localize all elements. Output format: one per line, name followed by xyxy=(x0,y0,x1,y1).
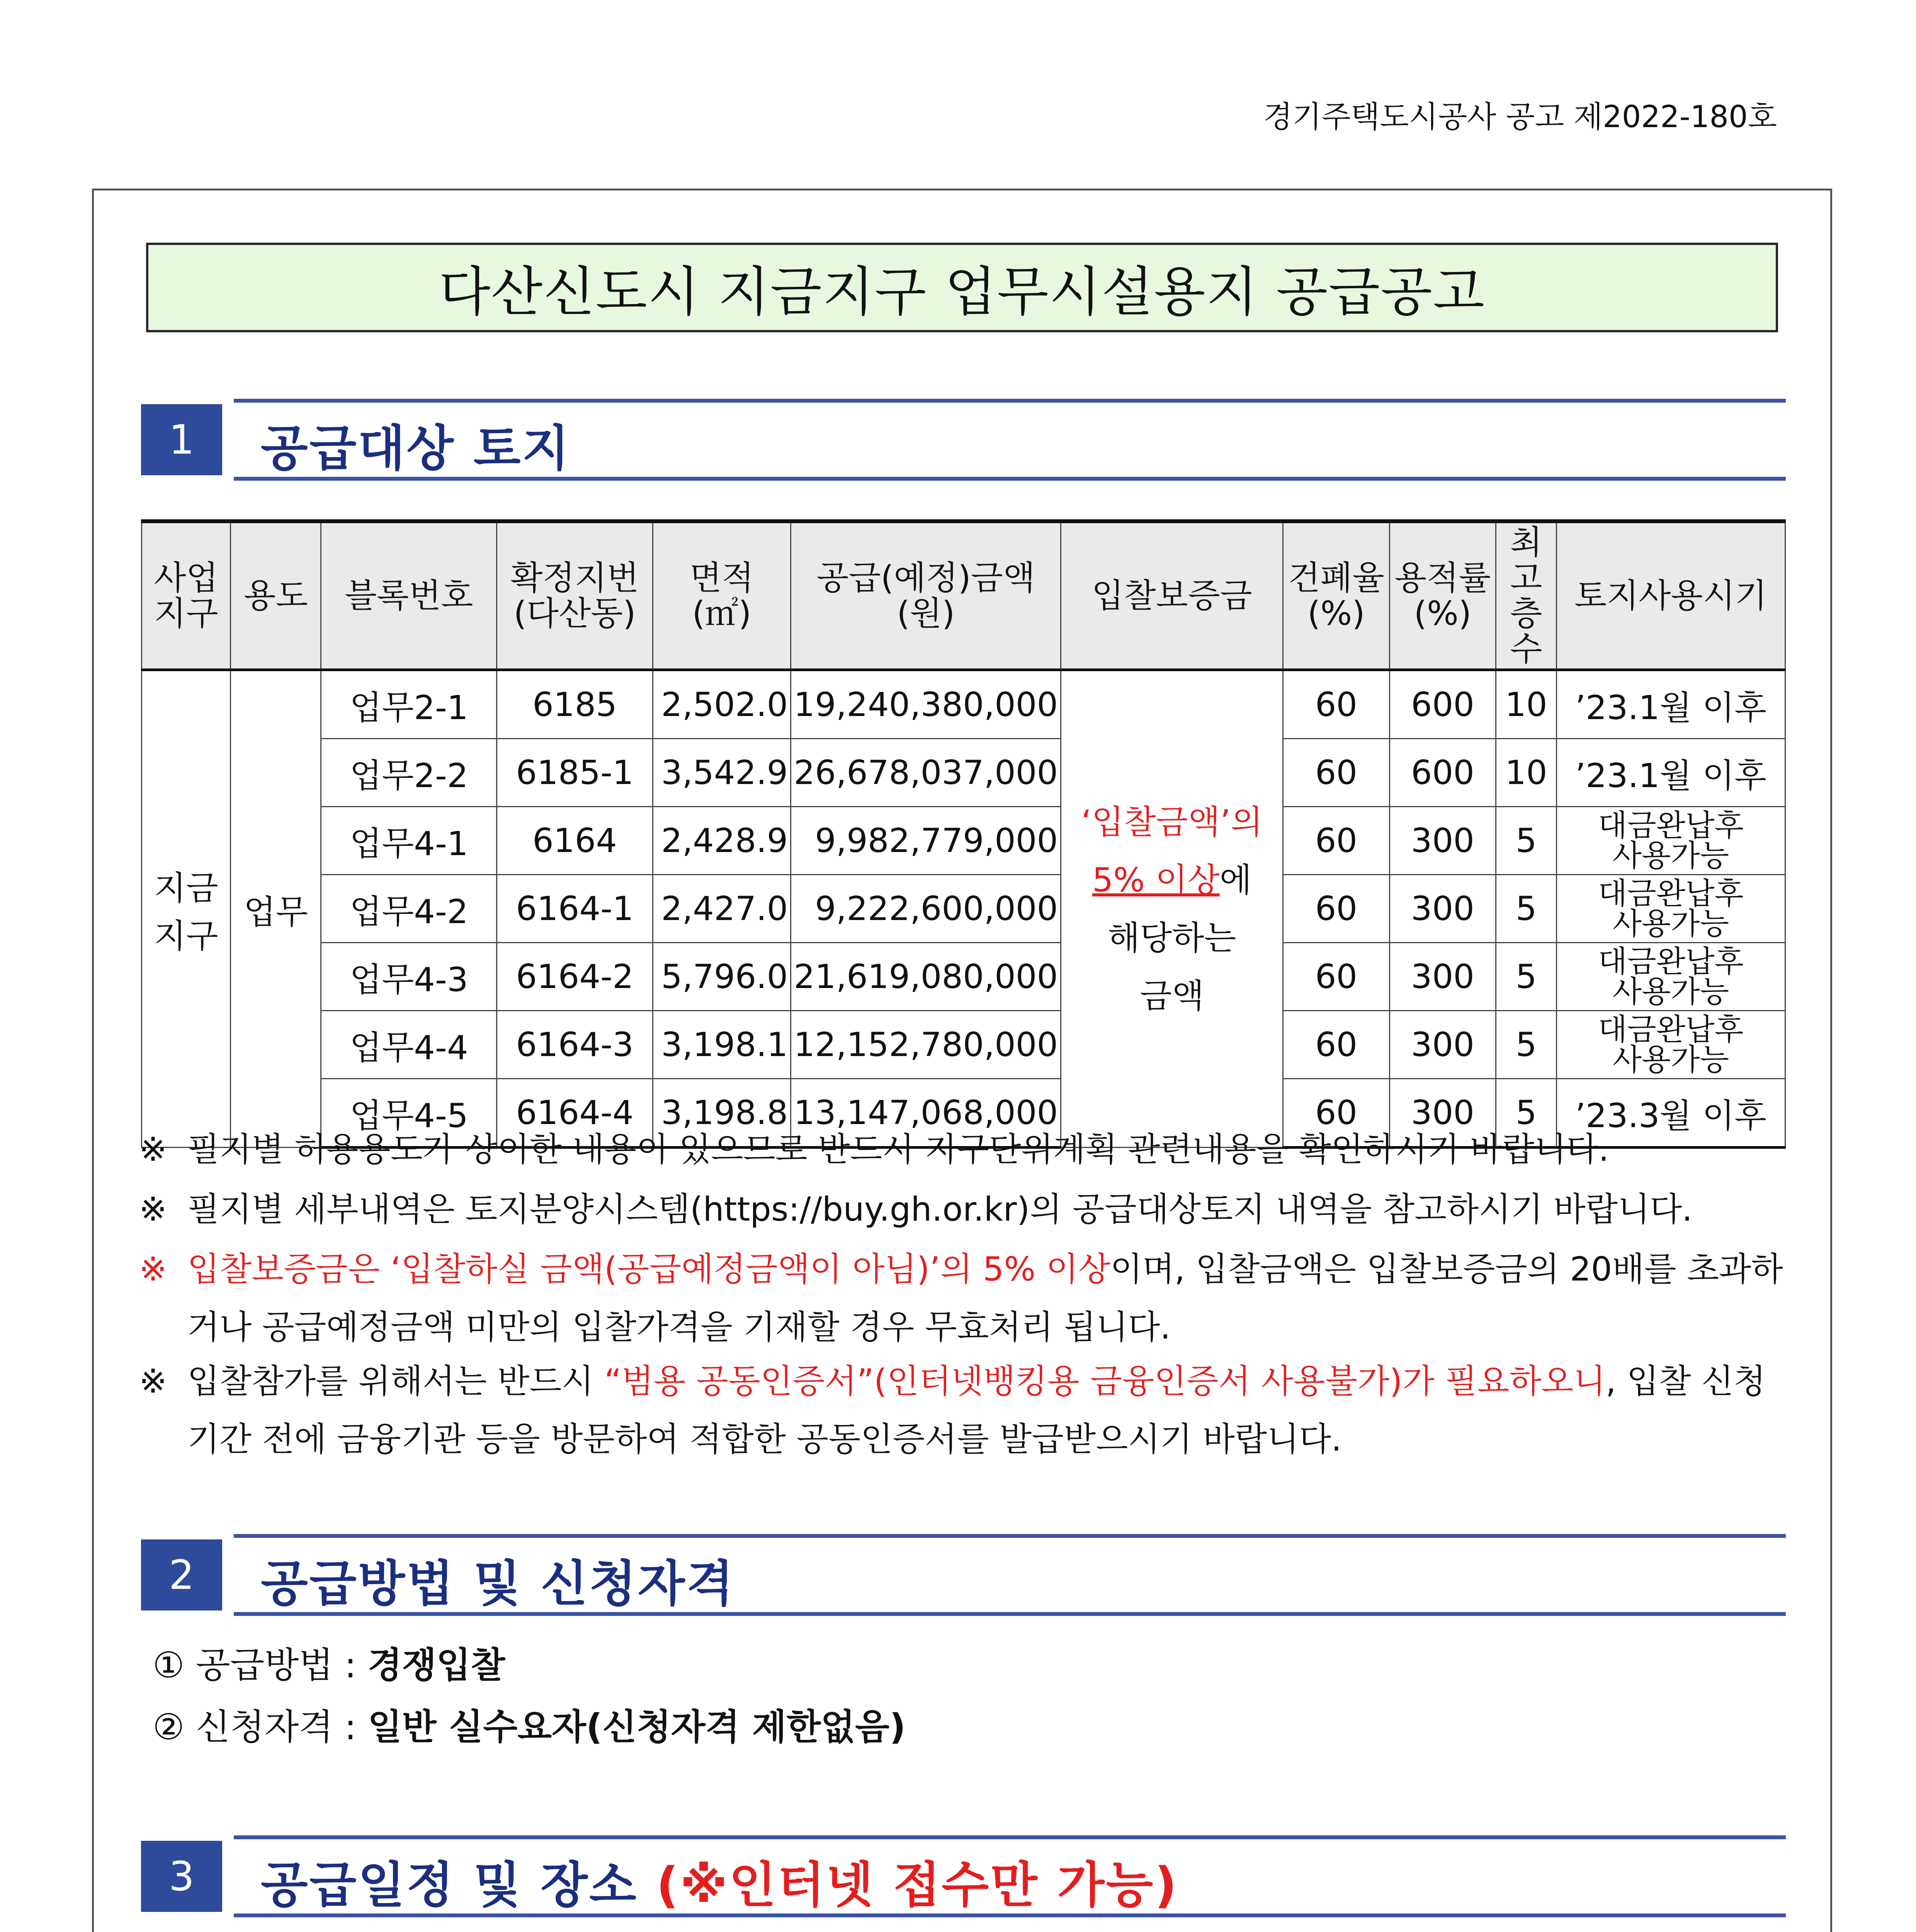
section-3-header xyxy=(141,1835,1786,1917)
floors-cell: 5 xyxy=(1496,1079,1557,1148)
column-header: 블록번호 xyxy=(321,521,497,670)
table-row xyxy=(142,739,1785,807)
note-text: 필지별 세부내역은 토지분양시스템(https://buy.gh.or.kr)의 공급대상토지 내역을 참고하시기 바랍니다. xyxy=(187,1190,1693,1229)
floors-cell: 5 xyxy=(1496,807,1557,875)
floors-cell: 5 xyxy=(1496,943,1557,1011)
column-header: 확정지번 (다산동) xyxy=(497,521,653,670)
lot-cell: 6164-3 xyxy=(497,1011,653,1079)
floors-cell: 10 xyxy=(1496,739,1557,807)
section-number: 3 xyxy=(141,1841,222,1912)
far-cell: 300 xyxy=(1389,943,1496,1011)
column-header: 건폐율 (%) xyxy=(1283,521,1389,670)
supply-method xyxy=(153,1634,906,1758)
lot-cell: 6164-1 xyxy=(497,875,653,943)
area-cell: 3,198.1 xyxy=(653,1011,791,1079)
deposit-line: 금액 xyxy=(1140,976,1204,1015)
use-cell: 업무 xyxy=(231,670,321,1148)
deposit-line xyxy=(1064,851,1280,909)
table-header-row xyxy=(142,521,1785,670)
block-cell: 업무4-1 xyxy=(321,807,497,875)
column-header: 최고 층수 xyxy=(1496,521,1557,670)
far-cell: 600 xyxy=(1389,670,1496,739)
bcr-cell: 60 xyxy=(1283,670,1389,739)
column-header: 면적 (㎡) xyxy=(653,521,791,670)
supply-land-table xyxy=(141,519,1786,1149)
block-cell: 업무4-4 xyxy=(321,1011,497,1079)
block-cell: 업무4-5 xyxy=(321,1079,497,1148)
section-title-text: 공급일정 및 장소 xyxy=(261,1857,638,1913)
column-header: 용도 xyxy=(231,521,321,670)
bcr-cell: 60 xyxy=(1283,739,1389,807)
far-cell: 300 xyxy=(1389,1079,1496,1148)
note-text: , 입찰 신청기간 전에 금융기관 등을 방문하여 적합한 공동인증서를 발급받으시기 바랍니다. xyxy=(187,1362,1766,1459)
bcr-cell: 60 xyxy=(1283,943,1389,1011)
deposit-cell xyxy=(1061,670,1283,1148)
bcr-cell: 60 xyxy=(1283,807,1389,875)
note-mark: ※ xyxy=(139,1250,167,1289)
price-cell: 9,982,779,000 xyxy=(791,807,1061,875)
far-cell: 300 xyxy=(1389,1011,1496,1079)
price-cell: 19,240,380,000 xyxy=(791,670,1061,739)
price-cell: 26,678,037,000 xyxy=(791,739,1061,807)
deposit-highlight: 5% 이상 xyxy=(1092,861,1220,900)
qualification-value: 일반 실수요자(신청자격 제한없음) xyxy=(367,1706,906,1748)
price-cell: 13,147,068,000 xyxy=(791,1079,1061,1148)
note-mark: ※ xyxy=(139,1362,167,1401)
section-2-header xyxy=(141,1534,1786,1616)
section-title: 공급방법 및 신청자격 xyxy=(261,1555,735,1612)
floors-cell: 10 xyxy=(1496,670,1557,739)
column-header: 공급(예정)금액 (원) xyxy=(791,521,1061,670)
section-number: 1 xyxy=(141,404,222,475)
area-cell: 2,502.0 xyxy=(653,670,791,739)
bcr-cell: 60 xyxy=(1283,1011,1389,1079)
area-cell: 5,796.0 xyxy=(653,943,791,1011)
note-text: 이며, 입찰금액은 입찰보증금의 20배를 초과하거나 공급예정금액 미만의 입찰가격을 기재할 경우 무효처리 됩니다. xyxy=(187,1250,1783,1347)
method-label: ① 공급방법 : xyxy=(153,1645,368,1686)
price-cell: 9,222,600,000 xyxy=(791,875,1061,943)
use-time-cell: ’23.1월 이후 xyxy=(1556,670,1785,739)
deposit-suffix: 에 xyxy=(1219,861,1252,900)
area-cell: 2,427.0 xyxy=(653,875,791,943)
floors-cell: 5 xyxy=(1496,875,1557,943)
deposit-line: ‘입찰금액’의 xyxy=(1081,803,1263,842)
floors-cell: 5 xyxy=(1496,1011,1557,1079)
method-line-2 xyxy=(153,1696,906,1758)
block-cell: 업무2-2 xyxy=(321,739,497,807)
far-cell: 300 xyxy=(1389,807,1496,875)
far-cell: 300 xyxy=(1389,875,1496,943)
use-time-cell: 대금완납후 사용가능 xyxy=(1556,1011,1785,1079)
note-4 xyxy=(139,1352,1785,1468)
block-cell: 업무4-2 xyxy=(321,875,497,943)
notice-number: 경기주택도시공사 공고 제2022-180호 xyxy=(1263,100,1777,134)
use-time-cell: ’23.1월 이후 xyxy=(1556,739,1785,807)
method-value: 경쟁입찰 xyxy=(367,1645,505,1686)
note-text: 필지별 허용용도가 상이한 내용이 있으므로 반드시 지구단위계획 관련내용을 확인하시기 바랍니다. xyxy=(187,1130,1609,1169)
note-highlight: 입찰보증금은 ‘입찰하실 금액(공급예정금액이 아님)’의 5% 이상 xyxy=(187,1250,1110,1289)
method-line-1 xyxy=(153,1634,906,1696)
section-1-header xyxy=(141,399,1786,481)
bcr-cell: 60 xyxy=(1283,875,1389,943)
note-3 xyxy=(139,1240,1785,1356)
column-header: 토지사용시기 xyxy=(1556,521,1785,670)
block-cell: 업무4-3 xyxy=(321,943,497,1011)
note-mark: ※ xyxy=(139,1130,167,1169)
table-row xyxy=(142,875,1785,943)
note-text: 입찰참가를 위해서는 반드시 xyxy=(187,1362,604,1401)
column-header: 사업 지구 xyxy=(142,521,231,670)
area-cell: 2,428.9 xyxy=(653,807,791,875)
use-time-cell: 대금완납후 사용가능 xyxy=(1556,875,1785,943)
note-highlight: “범용 공동인증서”(인터넷뱅킹용 금융인증서 사용불가)가 필요하오니 xyxy=(604,1362,1606,1401)
lot-cell: 6185 xyxy=(497,670,653,739)
area-cell: 3,542.9 xyxy=(653,739,791,807)
price-cell: 12,152,780,000 xyxy=(791,1011,1061,1079)
section-title xyxy=(261,1846,1178,1916)
lot-cell: 6164-2 xyxy=(497,943,653,1011)
far-cell: 600 xyxy=(1389,739,1496,807)
note-1 xyxy=(139,1121,1785,1179)
note-mark: ※ xyxy=(139,1190,167,1229)
block-cell: 업무2-1 xyxy=(321,670,497,739)
area-cell: 3,198.8 xyxy=(653,1079,791,1148)
price-cell: 21,619,080,000 xyxy=(791,943,1061,1011)
table-row xyxy=(142,943,1785,1011)
district-cell: 지금 지구 xyxy=(142,670,231,1148)
table-row xyxy=(142,807,1785,875)
note-2 xyxy=(139,1180,1785,1238)
section-title: 공급대상 토지 xyxy=(261,420,571,477)
lot-cell: 6164 xyxy=(497,807,653,875)
column-header: 입찰보증금 xyxy=(1061,521,1283,670)
table-row xyxy=(142,670,1785,739)
qualification-label: ② 신청자격 : xyxy=(153,1706,368,1748)
page-title: 다산신도시 지금지구 업무시설용지 공급공고 xyxy=(146,243,1778,332)
lot-cell: 6164-4 xyxy=(497,1079,653,1148)
use-time-cell: 대금완납후 사용가능 xyxy=(1556,807,1785,875)
section-number: 2 xyxy=(141,1539,222,1611)
use-time-cell: 대금완납후 사용가능 xyxy=(1556,943,1785,1011)
use-time-cell: ’23.3월 이후 xyxy=(1556,1079,1785,1148)
lot-cell: 6185-1 xyxy=(497,739,653,807)
column-header: 용적률 (%) xyxy=(1389,521,1496,670)
deposit-line: 해당하는 xyxy=(1108,918,1236,957)
section-title-note: (※인터넷 접수만 가능) xyxy=(656,1857,1178,1913)
bcr-cell: 60 xyxy=(1283,1079,1389,1148)
table-row xyxy=(142,1011,1785,1079)
